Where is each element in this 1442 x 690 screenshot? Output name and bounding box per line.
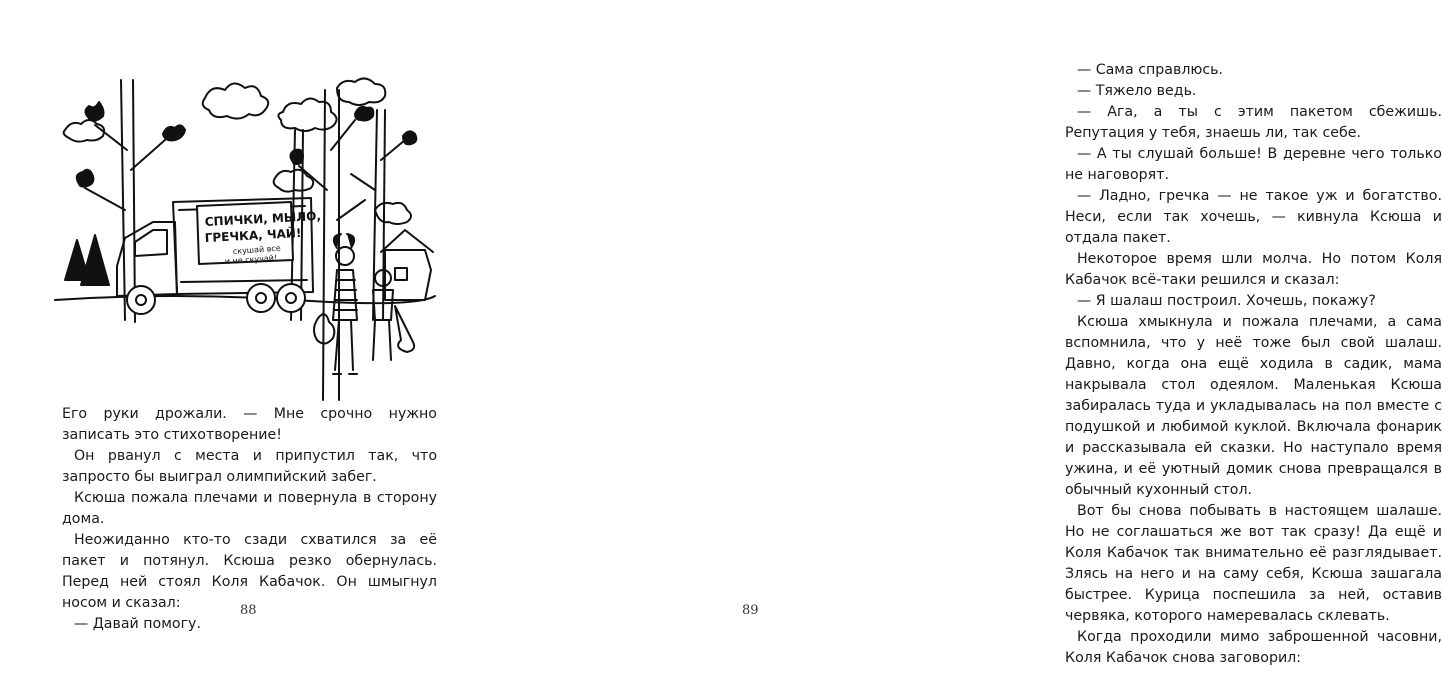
paragraph: Его руки дрожали. — Мне срочно нужно записать это стихотворение! bbox=[62, 406, 437, 443]
book-illustration bbox=[55, 70, 435, 395]
paragraph: Ксюша пожала плечами и повернула в сторону дома. bbox=[62, 490, 437, 527]
paragraph: — А ты слушай больше! В деревне чего только не наговорят. bbox=[1065, 146, 1442, 183]
page-number: 89 bbox=[742, 603, 759, 618]
truck-sign-line-3: скушай все bbox=[232, 243, 281, 256]
paragraph: Неожиданно кто-то сзади схватился за её пакет и потянул. Ксюша резко обернулась. Перед ней стоял Коля Кабачок. Он шмыгнул носом и сказал: bbox=[62, 532, 437, 611]
paragraph: Когда проходили мимо заброшенной часовни, Коля Кабачок снова заговорил: bbox=[1065, 629, 1442, 666]
truck-sign-line-4: и не скучай! bbox=[224, 253, 278, 266]
paragraph: — Давай помогу. bbox=[74, 616, 201, 632]
paragraph: — Ага, а ты с этим пакетом сбежишь. Репутация у тебя, знаешь ли, так себе. bbox=[1065, 104, 1442, 141]
paragraph: — Я шалаш построил. Хочешь, покажу? bbox=[1077, 293, 1376, 309]
paragraph: Ксюша хмыкнула и пожала плечами, а сама вспомнила, что у неё тоже был свой шалаш. Давно, когда она ещё ходила в садик, мама накрывала стол одеялом. Маленькая Ксюша забиралась туда и укладывалась на пол вместе с подушкой и любимой куклой. Включала фонарик и рассказывала ей сказки. Но наступало время ужина, и её уютный домик снова превращался в обычный кухонный стол. bbox=[1065, 314, 1442, 498]
paragraph: Вот бы снова побывать в настоящем шалаше. Но не соглашаться же вот так сразу! Да ещё и Коля Кабачок так внимательно её разглядывает. Злясь на него и на саму себя, Ксюша зашагала быстрее. Курица поспешила за ней, оставив червяка, которого намеревалась склевать. bbox=[1065, 503, 1442, 624]
left-page bbox=[0, 0, 500, 690]
page-number: 88 bbox=[240, 603, 257, 618]
paragraph: — Тяжело ведь. bbox=[1077, 83, 1197, 99]
paragraph: — Сама справлюсь. bbox=[1077, 62, 1224, 78]
left-page-text bbox=[62, 404, 437, 635]
paragraph: Он рванул с места и припустил так, что запросто бы выиграл олимпийский забег. bbox=[62, 448, 437, 485]
paragraph: — Ладно, гречка — не такое уж и богатство. Неси, если так хочешь, — кивнула Ксюша и отдала пакет. bbox=[1065, 188, 1442, 246]
truck-sign-line-2: ГРЕЧКА, ЧАЙ! bbox=[204, 225, 302, 245]
truck-sign-line-1: СПИЧКИ, МЫЛО, bbox=[204, 208, 322, 229]
paragraph: Некоторое время шли молча. Но потом Коля Кабачок всё-таки решился и сказал: bbox=[1065, 251, 1442, 288]
right-page bbox=[500, 0, 1442, 690]
right-page-text bbox=[1065, 60, 1442, 669]
